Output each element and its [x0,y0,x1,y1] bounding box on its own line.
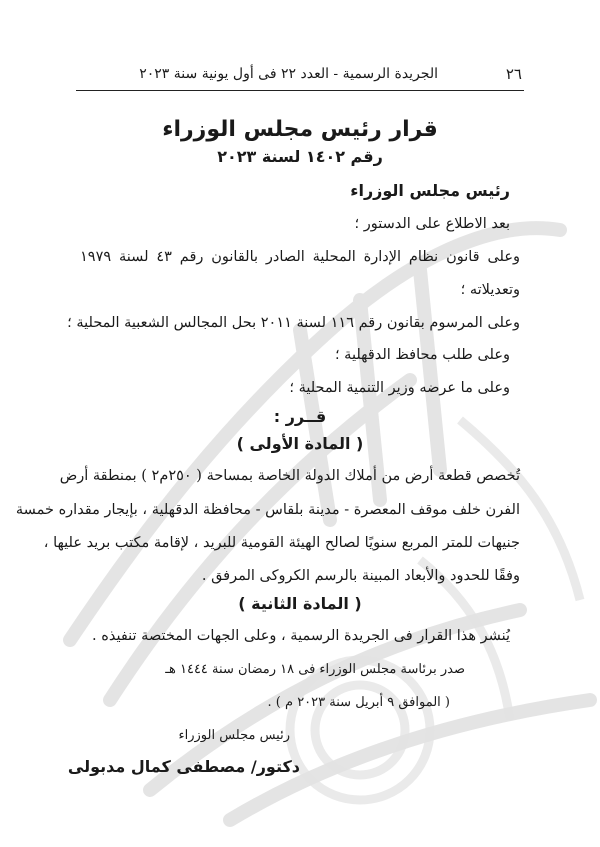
article1-heading: ( المادة الأولى ) [236,434,364,453]
decree-issuer: رئيس مجلس الوزراء [350,181,510,200]
preamble-line: وعلى طلب محافظ الدقهلية ؛ [334,347,510,363]
page-header [76,62,524,91]
article1-line: وفقًا للحدود والأبعاد المبينة بالرسم الكروكى المرفق . [201,568,520,584]
article1-line: جنيهات للمتر المربع سنويًا لصالح الهيئة القومية للبريد ، لإقامة مكتب بريد عليها ، [43,535,520,551]
preamble-line: وتعديلاته ؛ [460,282,520,298]
issued-date: صدر برئاسة مجلس الوزراء فى ١٨ رمضان سنة ١٤٤٤ هـ [165,662,465,677]
signatory-name: دكتور/ مصطفى كمال مدبولى [67,757,300,776]
decree-number: رقم ١٤٠٢ لسنة ٢٠٢٣ [217,147,383,166]
preamble-line: وعلى المرسوم بقانون رقم ١١٦ لسنة ٢٠١١ بحل المجالس الشعبية المحلية ؛ [67,315,520,331]
signatory-title: رئيس مجلس الوزراء [178,728,290,743]
decided-heading: قــرر : [273,407,327,426]
article2-text: يُنشر هذا القرار فى الجريدة الرسمية ، وعلى الجهات المختصة تنفيذه . [92,628,510,644]
gregorian-date: ( الموافق ٩ أبريل سنة ٢٠٢٣ م ) . [267,695,450,710]
page-number: ٢٦ [505,65,522,83]
preamble-line: وعلى قانون نظام الإدارة المحلية الصادر بالقانون رقم ٤٣ لسنة ١٩٧٩ [80,249,520,265]
decree-title: قرار رئيس مجلس الوزراء [162,117,438,142]
preamble-line: وعلى ما عرضه وزير التنمية المحلية ؛ [289,380,510,396]
preamble-line: بعد الاطلاع على الدستور ؛ [354,216,510,232]
article1-line: الفرن خلف موقف المعصرة - مدينة بلقاس - محافظة الدقهلية ، بإيجار مقداره خمسة [15,502,520,518]
article1-line: تُخصص قطعة أرض من أملاك الدولة الخاصة بمساحة ( ٢٥٠م٢ ) بمنطقة أرض [59,468,520,484]
running-title: الجريدة الرسمية - العدد ٢٢ فى أول يونية سنة ٢٠٢٣ [139,66,438,82]
article2-heading: ( المادة الثانية ) [238,594,362,613]
